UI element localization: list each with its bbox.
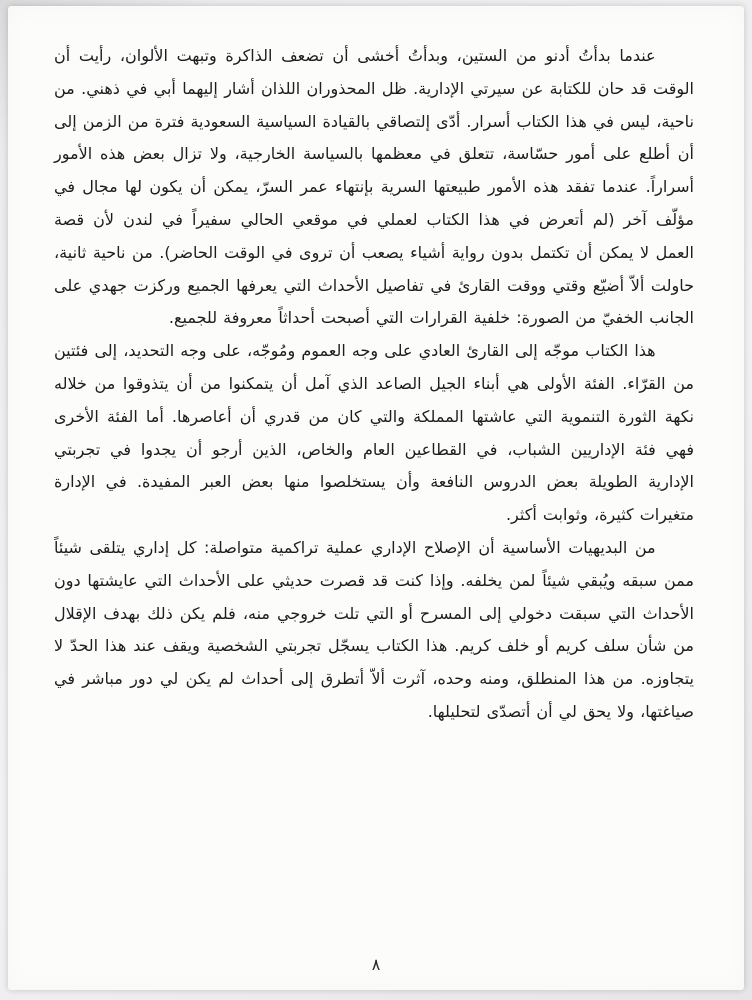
page-text-block (8, 6, 744, 799)
paragraph: هذا الكتاب موجّه إلى القارئ العادي على وجه العموم ومُوجّه، على وجه التحديد، إلى فئتين من القرّاء. الفئة الأولى هي أبناء الجيل الصاعد الذي آمل أن يتمكنوا من أن يتذوقوا من خلاله نكهة الثورة التنموية التي عاشتها المملكة والتي كان من قدري أن أعاصرها. أما الفئة الأخرى فهي فئة الإداريين الشباب، في القطاعين العام والخاص، الذين أرجو أن يجدوا في تجربتي الإدارية الطويلة بعض الدروس النافعة وأن يستخلصوا منها بعض العبر المفيدة. في الإدارة متغيرات كثيرة، وثوابت أكثر. (54, 341, 694, 525)
page-number: ٨ (371, 955, 381, 974)
paragraph: عندما بدأتُ أدنو من الستين، وبدأتُ أخشى أن تضعف الذاكرة وتبهت الألوان، رأيت أن الوقت قد حان للكتابة عن سيرتي الإدارية. ظل المحذوران اللذان أشار إليهما أبي في ذهني. من ناحية، ليس في هذا الكتاب أسرار. أدّى إلتصاقي بالقيادة السياسية السعودية فترة من الزمن إلى أن أطلع على أمور حسّاسة، تتعلق في معظمها بالسياسة الخارجية، ولا تزال بعض هذه الأمور أسراراً. عندما تفقد هذه الأمور طبيعتها السرية بإنتهاء عمر السرّ، يمكن أن يكون لها مجال في مؤلّف آخر (لم أتعرض في هذا الكتاب لعملي في موقعي الحالي سفيراً في لندن لأن قصة العمل لا يمكن أن تكتمل بدون رواية أشياء يصعب أن تروى في الوقت الحاضر). من ناحية ثانية، حاولت ألاّ أضيّع وقتي ووقت القارئ في تفاصيل الأحداث التي يعرفها الجميع وركزت جهدي على الجانب الخفيّ من الصورة: خلفية القرارات التي أصبحت أحداثاً معروفة للجميع. (54, 46, 694, 328)
book-page (8, 6, 744, 990)
paragraph: من البديهيات الأساسية أن الإصلاح الإداري عملية تراكمية متواصلة: كل إداري يتلقى شيئاً ممن سبقه ويُبقي شيئاً لمن يخلفه. وإذا كنت قد قصرت حديثي على الأحداث التي عايشتها دون الأحداث التي سبقت دخولي إلى المسرح أو التي تلت خروجي منه، فلم يكن ذلك بهدف الإقلال من شأن سلف كريم أو خلف كريم. هذا الكتاب يسجّل تجربتي الشخصية ويقف عند هذا الحدّ لا يتجاوزه. من هذا المنطلق، ومنه وحده، آثرت ألاّ أتطرق إلى أحداث لم يكن لي دور مباشر في صياغتها، ولا يحق لي أن أتصدّى لتحليلها. (54, 537, 694, 721)
